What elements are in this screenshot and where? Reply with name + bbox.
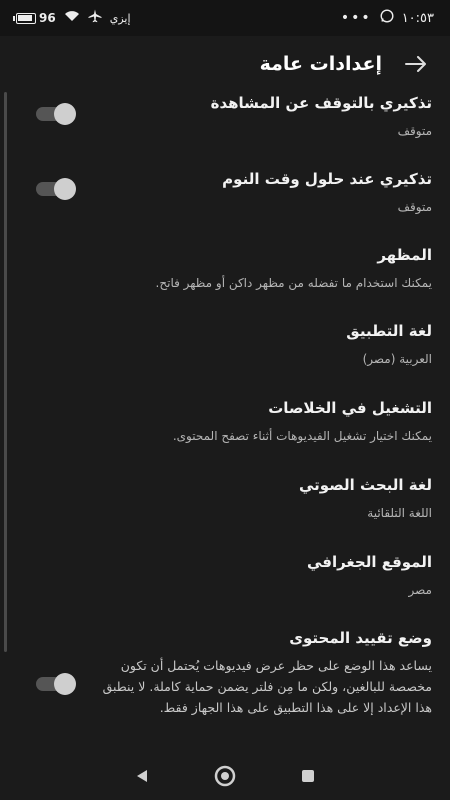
setting-subtitle: العربية (مصر) [362,352,432,366]
whatsapp-icon [380,9,394,27]
setting-title: وضع تقييد المحتوى [289,629,432,647]
app-header [0,36,450,92]
bedtime-reminder-toggle[interactable] [36,182,74,196]
setting-subtitle: متوقف [397,200,432,214]
nav-home-button[interactable] [205,756,245,796]
toggle-knob [54,103,76,125]
airplane-icon [88,9,102,27]
battery-level: 96 [39,11,56,25]
restricted-mode-toggle[interactable] [36,677,74,691]
take-a-break-toggle[interactable] [36,107,74,121]
toggle-knob [54,178,76,200]
setting-subtitle: متوقف [397,124,432,138]
wifi-icon [64,10,80,26]
system-nav-bar [0,752,450,800]
setting-location[interactable] [0,551,450,601]
setting-app-language[interactable] [0,320,450,370]
setting-title: المظهر [377,246,432,264]
page-title: إعدادات عامة [259,53,382,75]
setting-title: لغة التطبيق [346,322,432,340]
data-indicator: إيزي [109,11,131,25]
setting-subtitle: اللغة التلقائية [367,506,432,520]
arrow-right-icon [405,56,427,72]
setting-voice-search-language[interactable] [0,474,450,524]
clock: ١٠:٥٣ [401,10,434,26]
square-recents-icon [300,768,316,784]
nav-recents-button[interactable] [288,756,328,796]
status-left [16,9,131,27]
status-right [341,9,434,27]
setting-appearance[interactable] [0,244,450,294]
setting-subtitle: يساعد هذا الوضع على حظر عرض فيديوهات يُحتمل أن تكون مخصصة للبالغين، ولكن ما مِن فلتر يضمن حماية كاملة. لا ينطبق هذا الإعداد إلا على هذا التطبيق على هذا الجهاز فقط. [102,658,432,715]
setting-subtitle: يمكنك استخدام ما تفضله من مظهر داكن أو مظهر فاتح. [155,276,432,290]
setting-subtitle: يمكنك اختيار تشغيل الفيديوهات أثناء تصفح المحتوى. [172,429,432,443]
setting-title: لغة البحث الصوتي [299,476,432,494]
triangle-back-icon [134,768,150,784]
toggle-knob [54,673,76,695]
setting-title: التشغيل في الخلاصات [268,399,432,417]
battery-indicator [16,11,56,25]
battery-icon [16,13,36,24]
setting-title: تذكيري عند حلول وقت النوم [222,170,432,188]
setting-playback-in-feeds[interactable] [0,397,450,447]
setting-subtitle: مصر [408,583,432,597]
nav-back-button[interactable] [122,756,162,796]
setting-title: تذكيري بالتوقف عن المشاهدة [210,94,432,112]
circle-home-icon [213,764,237,788]
back-button[interactable] [404,52,428,76]
notification-dots: ••• [340,10,372,26]
status-bar [0,0,450,36]
setting-title: الموقع الجغرافي [306,553,432,571]
